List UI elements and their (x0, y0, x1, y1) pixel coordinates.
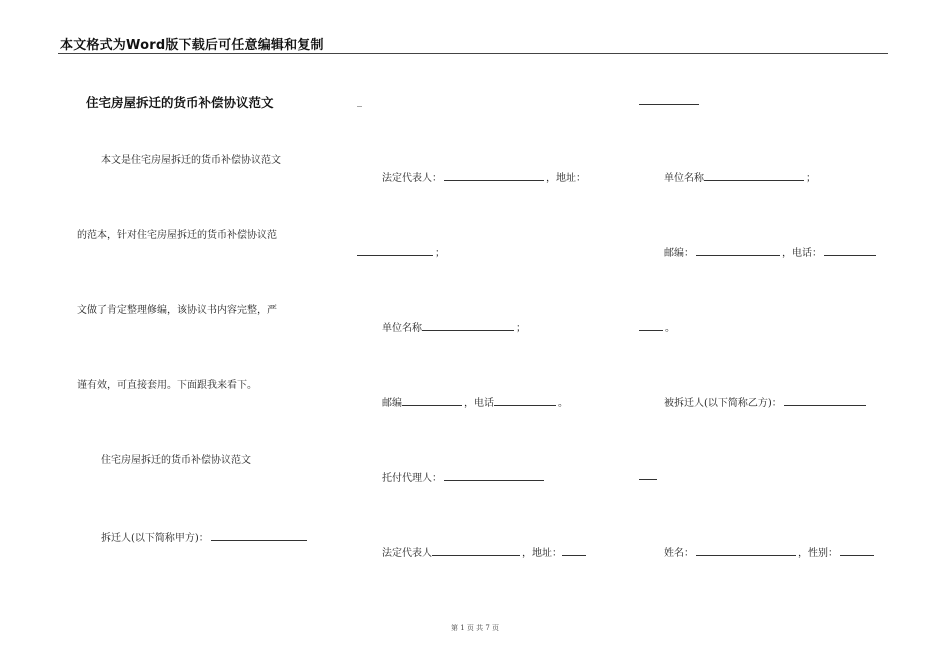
agent-blank[interactable] (444, 470, 544, 481)
phone-continuation-blank[interactable] (639, 320, 663, 331)
page-number: 第 1 页 共 7 页 (450, 624, 500, 632)
address-label: ，地址： (546, 173, 586, 184)
party-b-row (664, 395, 868, 410)
intro-line-2: 的范本，针对住宅房屋拆迁的货币补偿协议范 (77, 230, 277, 241)
phone-label: ，电话 (464, 398, 494, 409)
unit-name-semicolon-2: ； (806, 173, 816, 184)
postcode-blank-2[interactable] (696, 245, 780, 256)
gender-blank[interactable] (840, 545, 874, 556)
phone-blank-2[interactable] (824, 245, 876, 256)
stray-mark: _ (357, 96, 362, 107)
party-a-label: 拆迁人(以下简称甲方)： (101, 533, 209, 544)
name-row (664, 545, 876, 560)
address2-label: ，地址： (522, 548, 562, 559)
party-b-continuation-blank[interactable] (639, 479, 657, 480)
postcode-blank[interactable] (402, 395, 462, 406)
party-a-label-row (101, 530, 309, 545)
name-label: 姓名： (664, 548, 694, 559)
agreement-heading: 住宅房屋拆迁的货币补偿协议范文 (101, 455, 251, 466)
legal-rep2-label: 法定代表人 (382, 548, 432, 559)
unit-name-label: 单位名称 (382, 323, 422, 334)
unit-name-row (382, 320, 526, 335)
unit-name-row-2 (664, 170, 816, 185)
party-b-label: 被拆迁人(以下简称乙方)： (664, 398, 782, 409)
party-b-blank[interactable] (784, 395, 866, 406)
legal-rep-label: 法定代表人： (382, 173, 442, 184)
postcode-period: 。 (558, 398, 568, 409)
intro-line-1: 本文是住宅房屋拆迁的货币补偿协议范文 (101, 155, 281, 166)
address-continuation-blank[interactable] (357, 245, 433, 256)
unit-name-label-2: 单位名称 (664, 173, 704, 184)
phone-continuation-period: 。 (665, 323, 675, 334)
legal-rep-blank[interactable] (444, 170, 544, 181)
postcode-label-2: 邮编： (664, 248, 694, 259)
agent-label: 托付代理人： (382, 473, 442, 484)
legal-rep-row (382, 170, 586, 185)
unit-name-blank-2[interactable] (704, 170, 804, 181)
party-a-blank[interactable] (211, 530, 307, 541)
document-title: 住宅房屋拆迁的货币补偿协议范文 (86, 95, 274, 110)
postcode-row (382, 395, 568, 410)
agent-row (382, 470, 546, 485)
phone-blank[interactable] (494, 395, 556, 406)
top-blank-line[interactable] (639, 104, 699, 105)
postcode-label: 邮编 (382, 398, 402, 409)
legal-rep2-row (382, 545, 588, 560)
gender-label: ，性别： (798, 548, 838, 559)
unit-name-blank[interactable] (422, 320, 514, 331)
continuation-semicolon: ； (435, 248, 445, 259)
address2-blank[interactable] (562, 545, 586, 556)
intro-line-3: 文做了肯定整理修编，该协议书内容完整，严 (77, 305, 277, 316)
postcode-row-2 (664, 245, 878, 260)
unit-name-semicolon: ； (516, 323, 526, 334)
header-divider (58, 53, 888, 54)
legal-rep2-blank[interactable] (432, 545, 520, 556)
phone-label-2: ，电话： (782, 248, 822, 259)
phone-continuation-row (639, 320, 675, 335)
continuation-row (357, 245, 445, 260)
name-blank[interactable] (696, 545, 796, 556)
intro-line-4: 谨有效，可直接套用。下面跟我来看下。 (77, 380, 257, 391)
document-header: 本文格式为Word版下载后可任意编辑和复制 (60, 38, 324, 53)
